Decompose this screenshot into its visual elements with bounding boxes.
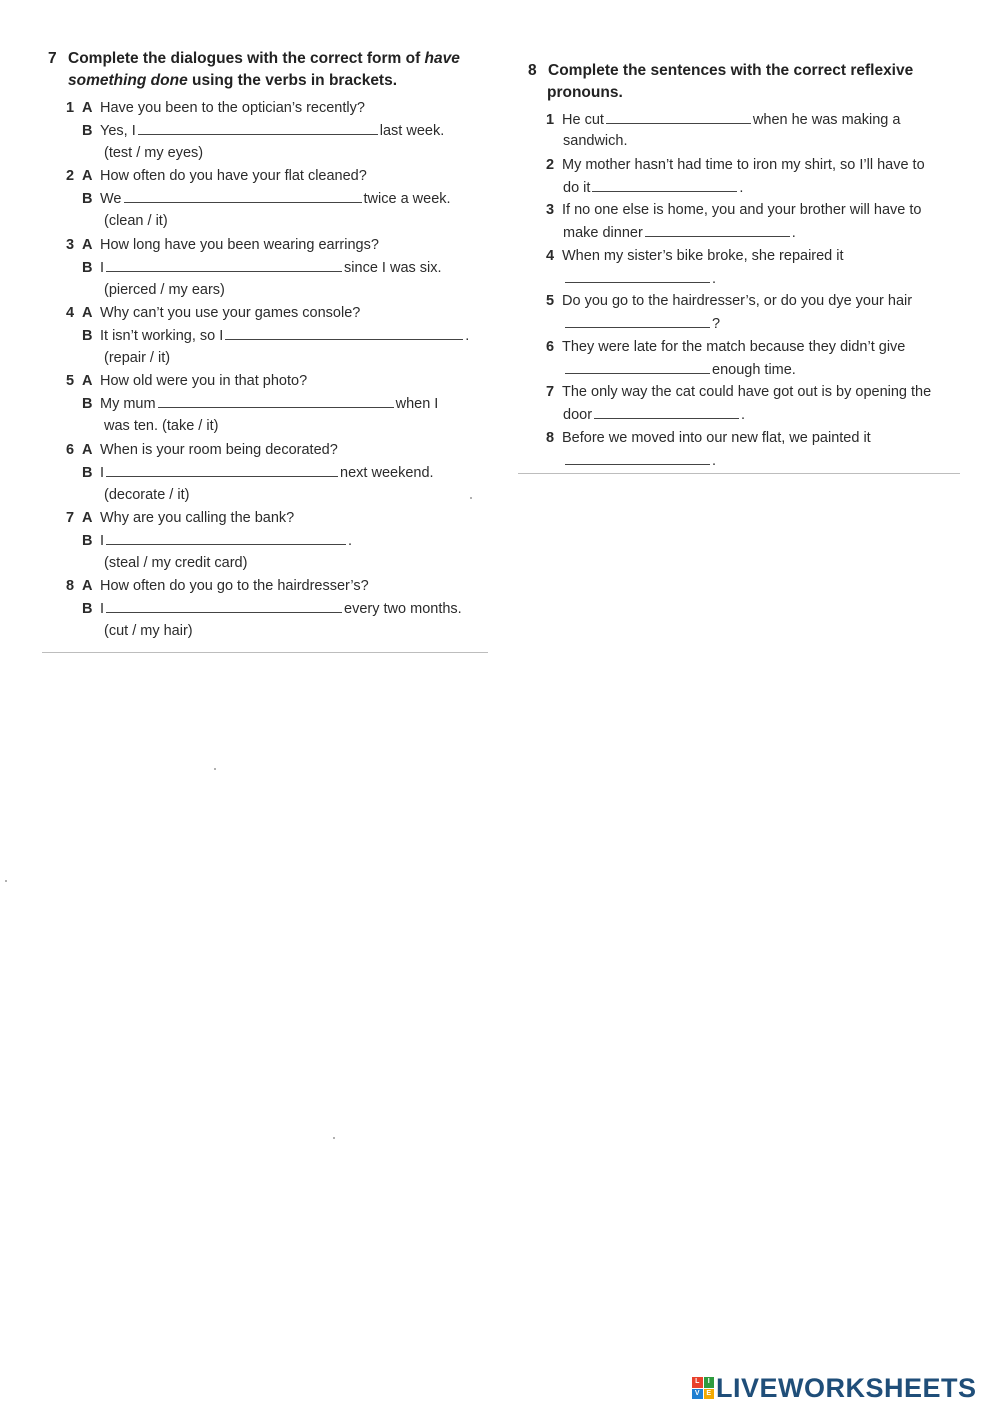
sentence-line-2 [563, 359, 796, 380]
answer-blank[interactable] [106, 257, 342, 272]
hint-text: (test / my eyes) [104, 145, 204, 161]
dialogue-a-line [66, 371, 307, 391]
answer-prefix: I [100, 532, 105, 549]
exercise-7-title-line2 [68, 70, 397, 92]
scan-speck [214, 768, 216, 770]
answer-blank[interactable] [158, 393, 394, 408]
hint-text: (repair / it) [104, 349, 171, 366]
exercise-8-title-line2 [547, 82, 623, 104]
dialogue-a-line [66, 576, 369, 596]
speaker-b: B [82, 327, 93, 344]
sentence-continuation: sandwich. [563, 133, 628, 149]
answer-blank[interactable] [138, 120, 378, 135]
item-number: 6 [546, 338, 555, 355]
answer-suffix: last week. [379, 123, 445, 139]
sentence-end: . [712, 452, 717, 469]
verb-hint [104, 143, 203, 163]
sentence-end: enough time. [712, 361, 796, 378]
sentence-line-1 [546, 246, 844, 266]
dialogue-b-line [82, 530, 352, 551]
sentence-text: If no one else is home, you and your brother will have to [562, 202, 922, 218]
speaker-a: A [82, 304, 93, 321]
answer-prefix: I [100, 464, 105, 481]
speaker-b: B [82, 396, 93, 413]
answer-suffix: when I [395, 396, 439, 413]
exercise-7-title-text-2: using the verbs in brackets. [187, 72, 398, 89]
exercise-7-title-italic-2: something done [68, 72, 188, 89]
item-number: 2 [66, 168, 75, 185]
sentence-line-1 [546, 428, 871, 448]
question-text: How often do you have your flat cleaned? [100, 168, 367, 185]
hint-text: (clean / it) [104, 213, 168, 230]
sentence-text: Do you go to the hairdresser’s, or do you dye your hair [562, 293, 913, 309]
verb-hint [104, 416, 218, 436]
item-number: 5 [546, 293, 555, 309]
item-number: 8 [66, 578, 75, 595]
sentence-text: They were late for the match because they didn’t give [562, 338, 906, 355]
answer-suffix: since I was six. [344, 259, 442, 276]
scan-speck [5, 880, 7, 882]
exercise-7-divider [42, 652, 488, 653]
reflexive-blank[interactable] [645, 222, 790, 237]
verb-hint [104, 621, 193, 641]
sentence-line-1 [546, 382, 931, 402]
scan-speck [470, 497, 472, 499]
reflexive-blank[interactable] [565, 268, 710, 283]
speaker-a: A [82, 509, 93, 526]
sentence-text: He cut [562, 112, 604, 128]
logo-mark-icon [692, 1377, 714, 1399]
dialogue-b-line [82, 393, 438, 414]
speaker-b: B [82, 464, 93, 481]
dialogue-b-line [82, 120, 444, 141]
speaker-a: A [82, 100, 93, 116]
item-number: 2 [546, 156, 555, 173]
exercise-8-title [528, 60, 913, 82]
answer-prefix: I [100, 601, 105, 618]
answer-blank[interactable] [106, 530, 346, 545]
item-number: 1 [546, 112, 555, 128]
exercise-8-divider [518, 473, 960, 474]
answer-prefix: I [100, 259, 105, 276]
answer-suffix: twice a week. [363, 191, 451, 208]
answer-prefix: We [100, 191, 122, 208]
sentence-line-1 [546, 109, 900, 130]
sentence-end: . [712, 270, 717, 287]
verb-hint [104, 553, 247, 573]
question-text: Why are you calling the bank? [100, 509, 295, 526]
sentence-line-2 [563, 131, 627, 151]
item-number: 3 [546, 202, 555, 218]
sentence-text-after: when he was making a [752, 112, 901, 128]
exercise-7-title-italic: have [424, 50, 460, 67]
answer-suffix: . [348, 532, 353, 549]
exercise-7-title [48, 48, 460, 70]
speaker-a: A [82, 441, 93, 458]
speaker-a: A [82, 373, 93, 390]
answer-suffix: next weekend. [340, 464, 434, 481]
sentence-line-2 [563, 404, 745, 425]
item-number: 4 [546, 247, 555, 264]
logo-letter: V [692, 1389, 703, 1400]
dialogue-b-line [82, 325, 469, 346]
hint-text: (decorate / it) [104, 486, 190, 503]
verb-hint [104, 348, 170, 368]
speaker-b: B [82, 601, 93, 618]
answer-blank[interactable] [124, 188, 362, 203]
sentence-text: When my sister’s bike broke, she repaired it [562, 247, 844, 264]
sentence-text: The only way the cat could have got out is by opening the [562, 384, 932, 400]
sentence-continuation: do it [563, 179, 591, 196]
sentence-continuation: make dinner [563, 225, 643, 241]
dialogue-a-line [66, 508, 294, 528]
hint-text: was ten. (take / it) [104, 418, 219, 435]
speaker-b: B [82, 259, 93, 276]
sentence-line-2 [563, 222, 796, 243]
answer-prefix: It isn’t working, so I [100, 327, 224, 344]
hint-text: (pierced / my ears) [104, 281, 225, 298]
dialogue-a-line [66, 440, 338, 460]
exercise-8-title-text-2: pronouns. [547, 84, 623, 101]
item-number: 5 [66, 373, 75, 390]
reflexive-blank[interactable] [565, 359, 710, 374]
sentence-continuation: door [563, 407, 593, 423]
speaker-a: A [82, 578, 93, 595]
exercise-7-title-text: Complete the dialogues with the correct form of [68, 50, 425, 67]
speaker-a: A [82, 236, 93, 253]
reflexive-blank[interactable] [594, 404, 739, 419]
reflexive-blank[interactable] [606, 109, 751, 124]
item-number: 8 [546, 429, 555, 446]
sentence-end: . [739, 179, 744, 196]
hint-text: (cut / my hair) [104, 623, 193, 640]
logo-letter: E [704, 1389, 715, 1400]
dialogue-a-line [66, 235, 379, 255]
speaker-a: A [82, 168, 93, 185]
reflexive-blank[interactable] [592, 177, 737, 192]
question-text: When is your room being decorated? [100, 441, 338, 458]
reflexive-blank[interactable] [565, 313, 710, 328]
reflexive-blank[interactable] [565, 450, 710, 465]
sentence-text: My mother hasn’t had time to iron my shirt, so I’ll have to [562, 156, 925, 173]
item-number: 3 [66, 236, 75, 253]
verb-hint [104, 280, 225, 300]
sentence-line-2 [563, 450, 716, 471]
hint-text: (steal / my credit card) [104, 554, 248, 571]
logo-letter: I [704, 1377, 715, 1388]
answer-suffix: every two months. [344, 601, 462, 618]
item-number: 6 [66, 441, 75, 458]
item-number: 4 [66, 304, 75, 321]
sentence-line-2 [563, 268, 716, 289]
dialogue-b-line [82, 257, 442, 278]
question-text: How old were you in that photo? [100, 373, 308, 390]
scan-speck [333, 1137, 335, 1139]
question-text: How often do you go to the hairdresser’s? [100, 578, 369, 595]
dialogue-a-line [66, 98, 365, 118]
answer-suffix: . [465, 327, 470, 344]
sentence-end: ? [712, 316, 721, 332]
answer-blank[interactable] [225, 325, 463, 340]
answer-prefix: Yes, I [100, 123, 136, 139]
dialogue-b-line [82, 462, 434, 483]
sentence-line-1 [546, 200, 921, 220]
sentence-end: . [741, 407, 746, 423]
logo-letter: L [692, 1377, 703, 1388]
exercise-8-title-text: Complete the sentences with the correct reflexive [548, 62, 914, 79]
dialogue-b-line [82, 598, 462, 619]
item-number: 7 [546, 384, 555, 400]
sentence-end: . [791, 225, 796, 241]
answer-blank[interactable] [106, 598, 342, 613]
exercise-8-number: 8 [528, 62, 537, 79]
question-text: Why can’t you use your games console? [100, 304, 361, 321]
question-text: Have you been to the optician’s recently? [100, 100, 365, 116]
dialogue-a-line [66, 166, 367, 186]
dialogue-b-line [82, 188, 451, 209]
dialogue-a-line [66, 303, 360, 323]
sentence-line-1 [546, 291, 912, 311]
sentence-line-1 [546, 337, 905, 357]
question-text: How long have you been wearing earrings? [100, 236, 379, 253]
answer-prefix: My mum [100, 396, 156, 413]
verb-hint [104, 211, 168, 231]
speaker-b: B [82, 191, 93, 208]
liveworksheets-logo [692, 1374, 977, 1402]
item-number: 7 [66, 509, 75, 526]
sentence-line-2 [563, 177, 743, 198]
sentence-line-1 [546, 155, 925, 175]
answer-blank[interactable] [106, 462, 338, 477]
sentence-text: Before we moved into our new flat, we painted it [562, 429, 871, 446]
speaker-b: B [82, 532, 93, 549]
sentence-line-2 [563, 313, 720, 334]
item-number: 1 [66, 100, 75, 116]
exercise-7-number: 7 [48, 50, 57, 67]
verb-hint [104, 485, 189, 505]
logo-text: LIVEWORKSHEETS [716, 1372, 977, 1403]
speaker-b: B [82, 123, 93, 139]
